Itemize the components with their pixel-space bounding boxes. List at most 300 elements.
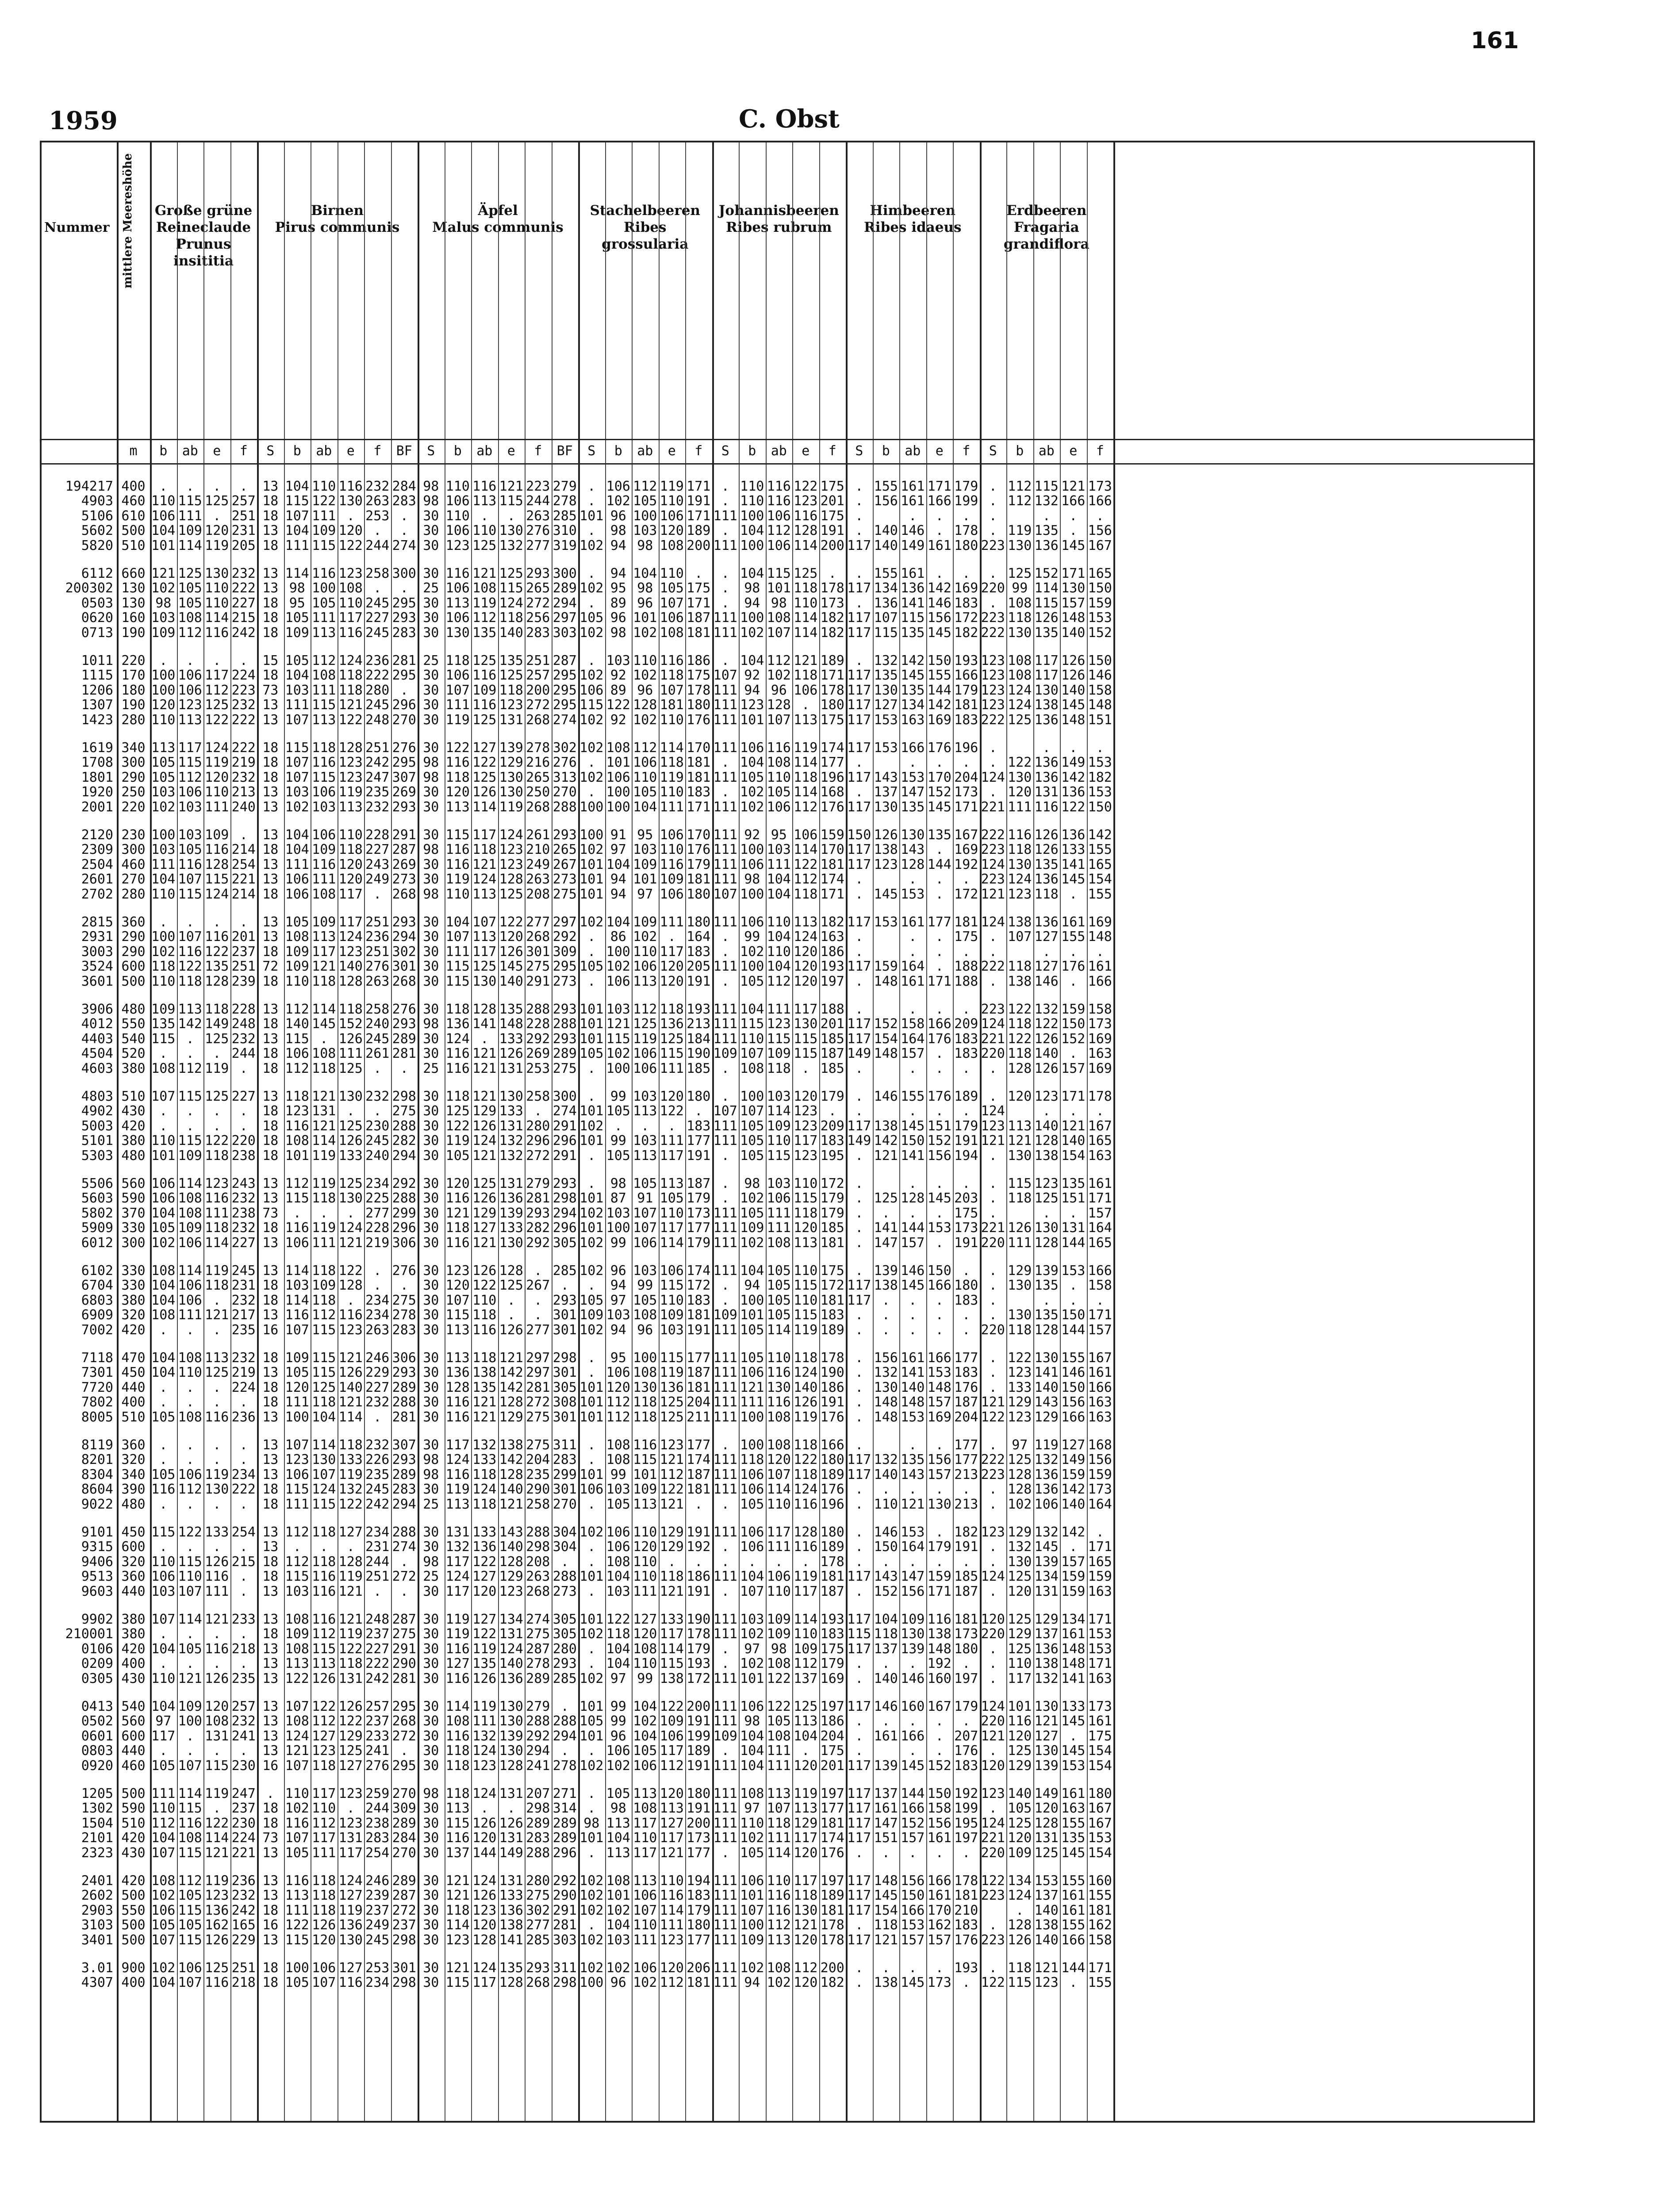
data-cell: 109 bbox=[1008, 1845, 1032, 1861]
data-cell: 121 bbox=[740, 1379, 764, 1395]
data-cell: 124 bbox=[794, 1365, 818, 1381]
data-cell: 118 bbox=[472, 842, 497, 858]
data-cell: 110 bbox=[151, 1133, 176, 1149]
data-cell: . bbox=[1069, 1103, 1078, 1119]
data-cell: 102 bbox=[633, 1713, 657, 1729]
data-cell: 169 bbox=[927, 712, 951, 728]
data-cell: 221 bbox=[981, 1220, 1005, 1236]
data-cell: 178 bbox=[954, 523, 978, 539]
station-number: 9315 bbox=[81, 1539, 113, 1555]
data-cell: 207 bbox=[954, 1728, 978, 1744]
data-cell: 111 bbox=[285, 538, 309, 553]
data-cell: 98 bbox=[289, 580, 305, 596]
data-cell: . bbox=[721, 944, 729, 960]
data-cell: 73 bbox=[262, 1205, 279, 1221]
data-cell: 119 bbox=[205, 1060, 229, 1076]
station-number: 7002 bbox=[81, 1322, 113, 1338]
data-cell: 135 bbox=[1034, 1307, 1059, 1323]
column-header: BF bbox=[396, 443, 412, 459]
data-cell: 128 bbox=[472, 1002, 497, 1017]
data-cell: 109 bbox=[151, 1002, 176, 1017]
data-cell: 102 bbox=[151, 799, 176, 815]
station-number: 1708 bbox=[81, 755, 113, 771]
data-cell: 128 bbox=[499, 1975, 523, 1991]
data-cell: 179 bbox=[687, 856, 711, 872]
altitude-cell: 590 bbox=[121, 1801, 146, 1816]
data-cell: 123 bbox=[1034, 1975, 1059, 1991]
data-cell: . bbox=[962, 1713, 971, 1729]
data-cell: 234 bbox=[365, 1307, 390, 1323]
station-number: 1307 bbox=[81, 697, 113, 713]
data-cell: 114 bbox=[660, 1902, 684, 1918]
station-number: 5820 bbox=[81, 538, 113, 553]
data-cell: 120 bbox=[472, 1917, 497, 1933]
data-cell: . bbox=[721, 929, 729, 945]
data-cell: 120 bbox=[794, 1220, 818, 1236]
data-cell: 13 bbox=[262, 580, 279, 596]
data-cell: . bbox=[855, 653, 863, 668]
data-cell: 106 bbox=[740, 1482, 764, 1498]
data-cell: 163 bbox=[1088, 1671, 1112, 1686]
data-cell: 191 bbox=[687, 1713, 711, 1729]
data-cell: 118 bbox=[794, 1350, 818, 1366]
data-cell: . bbox=[909, 1656, 917, 1672]
data-cell: 145 bbox=[874, 886, 898, 902]
data-cell: 176 bbox=[687, 712, 711, 728]
data-cell: 173 bbox=[820, 595, 844, 611]
data-cell: 123 bbox=[981, 668, 1005, 684]
data-cell: 119 bbox=[338, 1626, 363, 1642]
data-cell: 120 bbox=[633, 1626, 657, 1642]
data-cell: 133 bbox=[472, 1525, 497, 1540]
data-cell: 97 bbox=[610, 1671, 626, 1686]
data-cell: 106 bbox=[740, 1539, 764, 1555]
data-cell: 125 bbox=[472, 712, 497, 728]
data-cell: 140 bbox=[285, 1016, 309, 1032]
data-cell: 131 bbox=[499, 1176, 523, 1191]
data-cell: 283 bbox=[392, 625, 416, 641]
data-cell: 127 bbox=[338, 1758, 363, 1774]
data-cell: 106 bbox=[312, 827, 336, 843]
altitude-cell: 500 bbox=[121, 1888, 146, 1904]
data-cell: 109 bbox=[579, 1307, 604, 1323]
data-cell: 121 bbox=[445, 1888, 470, 1904]
data-cell: 176 bbox=[820, 799, 844, 815]
data-cell: 121 bbox=[312, 959, 336, 975]
data-cell: 130 bbox=[767, 1379, 791, 1395]
data-cell: 181 bbox=[660, 697, 684, 713]
data-cell: . bbox=[855, 755, 863, 771]
data-cell: 147 bbox=[874, 1815, 898, 1831]
data-cell: 145 bbox=[1061, 872, 1086, 887]
data-cell: 111 bbox=[312, 508, 336, 524]
data-cell: . bbox=[213, 1801, 221, 1816]
data-cell: 126 bbox=[205, 1671, 229, 1686]
data-cell: 102 bbox=[579, 1932, 604, 1948]
data-cell: 101 bbox=[633, 872, 657, 887]
data-cell: 86 bbox=[610, 929, 626, 945]
data-cell: 104 bbox=[606, 1830, 630, 1846]
data-cell: 13 bbox=[262, 1176, 279, 1191]
data-cell: 225 bbox=[365, 1190, 390, 1206]
data-cell: 113 bbox=[633, 1873, 657, 1889]
data-cell: . bbox=[721, 1539, 729, 1555]
data-cell: 173 bbox=[687, 1830, 711, 1846]
data-cell: 276 bbox=[392, 1263, 416, 1279]
data-cell: . bbox=[159, 1539, 168, 1555]
data-cell: 150 bbox=[847, 827, 871, 843]
data-cell: 109 bbox=[713, 1728, 737, 1744]
data-cell: . bbox=[882, 1713, 890, 1729]
data-cell: 111 bbox=[285, 1496, 309, 1512]
data-cell: 115 bbox=[1008, 1975, 1032, 1991]
data-cell: 117 bbox=[847, 959, 871, 975]
data-cell: 133 bbox=[338, 1452, 363, 1468]
data-cell: 100 bbox=[740, 610, 764, 626]
data-cell: 94 bbox=[610, 538, 626, 553]
data-cell: 219 bbox=[231, 755, 256, 771]
data-cell: 124 bbox=[445, 1031, 470, 1047]
section-title: C. Obst bbox=[739, 104, 840, 134]
data-cell: . bbox=[855, 886, 863, 902]
data-cell: 109 bbox=[901, 1612, 925, 1627]
data-cell: 126 bbox=[1008, 1932, 1032, 1948]
data-cell: . bbox=[213, 1539, 221, 1555]
data-cell: 97 bbox=[744, 1641, 760, 1657]
data-cell: 181 bbox=[687, 755, 711, 771]
data-cell: 298 bbox=[392, 1932, 416, 1948]
data-cell: 99 bbox=[610, 1089, 626, 1104]
station-number: 6704 bbox=[81, 1278, 113, 1294]
data-cell: 113 bbox=[633, 1148, 657, 1164]
data-cell: 13 bbox=[262, 1845, 279, 1861]
data-cell: 18 bbox=[262, 1554, 279, 1570]
data-cell: 281 bbox=[526, 1379, 550, 1395]
data-cell: 161 bbox=[901, 1350, 925, 1366]
data-cell: 204 bbox=[820, 1728, 844, 1744]
data-cell: . bbox=[239, 479, 248, 494]
data-cell: 106 bbox=[445, 493, 470, 509]
data-cell: 103 bbox=[606, 1307, 630, 1323]
data-cell: 117 bbox=[847, 1932, 871, 1948]
data-cell: 272 bbox=[392, 1728, 416, 1744]
data-cell: 117 bbox=[847, 1118, 871, 1134]
data-cell: 133 bbox=[1061, 842, 1086, 858]
data-cell: 98 bbox=[637, 538, 653, 553]
data-cell: 230 bbox=[231, 1815, 256, 1831]
data-cell: 122 bbox=[660, 1699, 684, 1714]
data-cell: 187 bbox=[820, 1046, 844, 1062]
data-cell: 166 bbox=[927, 1873, 951, 1889]
data-cell: 116 bbox=[285, 1307, 309, 1323]
data-cell: . bbox=[400, 1743, 408, 1759]
data-cell: 110 bbox=[660, 784, 684, 800]
data-cell: 268 bbox=[392, 886, 416, 902]
altitude-cell: 380 bbox=[121, 1060, 146, 1076]
data-cell: . bbox=[1069, 1292, 1078, 1308]
data-cell: 114 bbox=[312, 1002, 336, 1017]
data-cell: 136 bbox=[499, 1902, 523, 1918]
data-cell: 222 bbox=[981, 827, 1005, 843]
data-cell: 240 bbox=[365, 1148, 390, 1164]
data-cell: 171 bbox=[820, 668, 844, 684]
data-cell: . bbox=[721, 1089, 729, 1104]
data-cell: 296 bbox=[392, 1220, 416, 1236]
data-cell: 110 bbox=[312, 1801, 336, 1816]
data-cell: 125 bbox=[499, 886, 523, 902]
data-cell: 164 bbox=[901, 1031, 925, 1047]
data-cell: 98 bbox=[423, 479, 439, 494]
data-cell: 98 bbox=[155, 595, 172, 611]
data-cell: 157 bbox=[1061, 595, 1086, 611]
data-cell: 108 bbox=[285, 1713, 309, 1729]
data-cell: . bbox=[989, 1743, 997, 1759]
data-cell: 117 bbox=[847, 856, 871, 872]
data-cell: 179 bbox=[954, 682, 978, 698]
data-cell: 142 bbox=[1061, 1525, 1086, 1540]
data-cell: 123 bbox=[499, 856, 523, 872]
data-cell: 223 bbox=[981, 872, 1005, 887]
data-cell: 106 bbox=[740, 1873, 764, 1889]
data-cell: 297 bbox=[526, 1350, 550, 1366]
data-cell: 179 bbox=[687, 1190, 711, 1206]
data-cell: 144 bbox=[472, 1845, 497, 1861]
data-cell: 123 bbox=[981, 1525, 1005, 1540]
data-cell: 119 bbox=[633, 1031, 657, 1047]
station-number: 200302 bbox=[65, 580, 113, 596]
data-cell: 127 bbox=[472, 1569, 497, 1585]
data-cell: 123 bbox=[445, 538, 470, 553]
data-cell: . bbox=[587, 479, 596, 494]
data-cell: 175 bbox=[820, 1641, 844, 1657]
data-cell: 181 bbox=[687, 1379, 711, 1395]
data-cell: 172 bbox=[954, 610, 978, 626]
data-cell: 166 bbox=[901, 1801, 925, 1816]
data-cell: 169 bbox=[1088, 914, 1112, 930]
data-cell: . bbox=[989, 1292, 997, 1308]
data-cell: 126 bbox=[499, 944, 523, 960]
data-cell: . bbox=[962, 1263, 971, 1279]
data-cell: 116 bbox=[1034, 799, 1059, 815]
data-cell: 117 bbox=[660, 1626, 684, 1642]
data-cell: 128 bbox=[1008, 1482, 1032, 1498]
data-cell: 138 bbox=[1034, 1148, 1059, 1164]
data-cell: 141 bbox=[1061, 856, 1086, 872]
column-header: S bbox=[587, 443, 596, 459]
data-cell: 92 bbox=[744, 668, 760, 684]
data-cell: 99 bbox=[610, 1235, 626, 1251]
data-cell: 130 bbox=[874, 799, 898, 815]
data-cell: 133 bbox=[499, 1888, 523, 1904]
data-cell: 126 bbox=[1061, 653, 1086, 668]
data-cell: 123 bbox=[338, 566, 363, 581]
data-cell: 109 bbox=[633, 1482, 657, 1498]
data-cell: 300 bbox=[552, 1089, 577, 1104]
data-cell: . bbox=[1096, 1525, 1104, 1540]
data-cell: 199 bbox=[954, 1801, 978, 1816]
data-cell: . bbox=[909, 1307, 917, 1323]
data-cell: 165 bbox=[1088, 566, 1112, 581]
data-cell: 100 bbox=[740, 1089, 764, 1104]
data-cell: . bbox=[909, 1554, 917, 1570]
data-cell: 305 bbox=[552, 1235, 577, 1251]
data-cell: 115 bbox=[1008, 1176, 1032, 1191]
data-cell: 240 bbox=[231, 799, 256, 815]
column-header: S bbox=[427, 443, 435, 459]
altitude-cell: 500 bbox=[121, 1786, 146, 1801]
data-cell: 108 bbox=[606, 740, 630, 756]
data-cell: 122 bbox=[445, 740, 470, 756]
data-cell: 111 bbox=[312, 682, 336, 698]
data-cell: . bbox=[587, 595, 596, 611]
data-cell: 164 bbox=[1088, 1496, 1112, 1512]
data-cell: 169 bbox=[1088, 1060, 1112, 1076]
data-cell: 111 bbox=[713, 740, 737, 756]
data-cell: 173 bbox=[1088, 1016, 1112, 1032]
data-cell: 30 bbox=[423, 929, 439, 945]
data-cell: 273 bbox=[552, 1583, 577, 1599]
data-cell: . bbox=[1042, 1205, 1051, 1221]
data-cell: 102 bbox=[579, 1873, 604, 1889]
data-cell: 258 bbox=[526, 1089, 550, 1104]
altitude-cell: 340 bbox=[121, 740, 146, 756]
data-cell: 115 bbox=[285, 1031, 309, 1047]
data-cell: 125 bbox=[338, 1060, 363, 1076]
data-cell: 111 bbox=[285, 856, 309, 872]
data-cell: 100 bbox=[312, 580, 336, 596]
data-cell: 145 bbox=[927, 625, 951, 641]
data-cell: 30 bbox=[423, 508, 439, 524]
data-cell: 301 bbox=[552, 1365, 577, 1381]
data-cell: 136 bbox=[660, 1379, 684, 1395]
data-cell: 133 bbox=[1008, 1379, 1032, 1395]
data-cell: 102 bbox=[579, 769, 604, 785]
data-cell: 148 bbox=[874, 1394, 898, 1410]
data-cell: 110 bbox=[633, 653, 657, 668]
data-cell: 108 bbox=[767, 755, 791, 771]
data-cell: 113 bbox=[178, 1002, 202, 1017]
data-cell: 170 bbox=[820, 842, 844, 858]
data-cell: 117 bbox=[847, 799, 871, 815]
data-cell: 120 bbox=[1008, 1089, 1032, 1104]
data-cell: 136 bbox=[338, 1917, 363, 1933]
data-cell: 132 bbox=[874, 653, 898, 668]
data-cell: 101 bbox=[579, 1612, 604, 1627]
data-cell: 123 bbox=[767, 1016, 791, 1032]
data-cell: . bbox=[721, 580, 729, 596]
data-cell: 113 bbox=[633, 1786, 657, 1801]
column-header: f bbox=[534, 443, 542, 459]
data-cell: 136 bbox=[1034, 872, 1059, 887]
data-cell: 232 bbox=[231, 1220, 256, 1236]
data-cell: 104 bbox=[151, 1641, 176, 1657]
data-cell: . bbox=[186, 1394, 194, 1410]
data-cell: 139 bbox=[1034, 1263, 1059, 1279]
data-cell: 131 bbox=[499, 1873, 523, 1889]
data-cell: 118 bbox=[312, 1902, 336, 1918]
data-cell: 30 bbox=[423, 1292, 439, 1308]
data-cell: 105 bbox=[767, 784, 791, 800]
data-cell: 288 bbox=[392, 1190, 416, 1206]
data-cell: 130 bbox=[901, 827, 925, 843]
data-cell: 115 bbox=[285, 1190, 309, 1206]
data-cell: 285 bbox=[526, 1932, 550, 1948]
data-cell: 143 bbox=[1034, 1394, 1059, 1410]
data-cell: 119 bbox=[472, 1699, 497, 1714]
altitude-cell: 320 bbox=[121, 1452, 146, 1468]
data-cell: 109 bbox=[713, 1307, 737, 1323]
data-cell: 101 bbox=[1008, 1699, 1032, 1714]
station-number: 2120 bbox=[81, 827, 113, 843]
data-cell: 118 bbox=[312, 1263, 336, 1279]
data-cell: 152 bbox=[927, 784, 951, 800]
data-cell: 94 bbox=[610, 886, 626, 902]
data-cell: . bbox=[614, 1118, 622, 1134]
data-cell: 304 bbox=[552, 1539, 577, 1555]
data-cell: 110 bbox=[794, 1626, 818, 1642]
station-number: 1619 bbox=[81, 740, 113, 756]
data-cell: 30 bbox=[423, 914, 439, 930]
data-cell: 221 bbox=[981, 1031, 1005, 1047]
data-cell: 112 bbox=[1008, 479, 1032, 494]
data-cell: 111 bbox=[713, 1322, 737, 1338]
station-number: 2101 bbox=[81, 1830, 113, 1846]
data-cell: 102 bbox=[579, 1902, 604, 1918]
data-cell: 161 bbox=[901, 973, 925, 989]
data-cell: 124 bbox=[981, 769, 1005, 785]
nummer-header: Nummer bbox=[44, 220, 110, 235]
data-cell: 110 bbox=[445, 886, 470, 902]
data-cell: 265 bbox=[552, 842, 577, 858]
data-cell: 108 bbox=[445, 1713, 470, 1729]
data-cell: 127 bbox=[1034, 1728, 1059, 1744]
data-cell: . bbox=[989, 1089, 997, 1104]
data-cell: . bbox=[721, 1292, 729, 1308]
data-cell: 106 bbox=[740, 1525, 764, 1540]
data-cell: . bbox=[909, 944, 917, 960]
data-cell: 108 bbox=[151, 1873, 176, 1889]
altitude-cell: 460 bbox=[121, 493, 146, 509]
data-cell: 121 bbox=[499, 1496, 523, 1512]
data-cell: 106 bbox=[740, 914, 764, 930]
data-cell: 116 bbox=[285, 1873, 309, 1889]
data-cell: 117 bbox=[445, 1554, 470, 1570]
data-cell: 180 bbox=[687, 914, 711, 930]
data-cell: 133 bbox=[1061, 1699, 1086, 1714]
data-cell: 98 bbox=[423, 1467, 439, 1482]
data-cell: 115 bbox=[1034, 595, 1059, 611]
data-cell: 118 bbox=[445, 1220, 470, 1236]
data-cell: 99 bbox=[1012, 580, 1028, 596]
data-cell: 181 bbox=[687, 1975, 711, 1991]
data-cell: 175 bbox=[954, 1205, 978, 1221]
data-cell: 116 bbox=[445, 842, 470, 858]
data-cell: 310 bbox=[552, 523, 577, 539]
data-cell: 274 bbox=[392, 538, 416, 553]
data-cell: 188 bbox=[820, 1002, 844, 1017]
data-cell: 118 bbox=[445, 1758, 470, 1774]
data-cell: . bbox=[935, 1482, 944, 1498]
data-cell: 114 bbox=[1034, 580, 1059, 596]
data-cell: 131 bbox=[338, 1830, 363, 1846]
data-cell: 292 bbox=[526, 1728, 550, 1744]
data-cell: 112 bbox=[205, 682, 229, 698]
data-cell: 118 bbox=[1008, 1046, 1032, 1062]
data-cell: 232 bbox=[365, 479, 390, 494]
data-cell: 186 bbox=[820, 1379, 844, 1395]
data-cell: 270 bbox=[552, 1496, 577, 1512]
data-cell: 18 bbox=[262, 1379, 279, 1395]
